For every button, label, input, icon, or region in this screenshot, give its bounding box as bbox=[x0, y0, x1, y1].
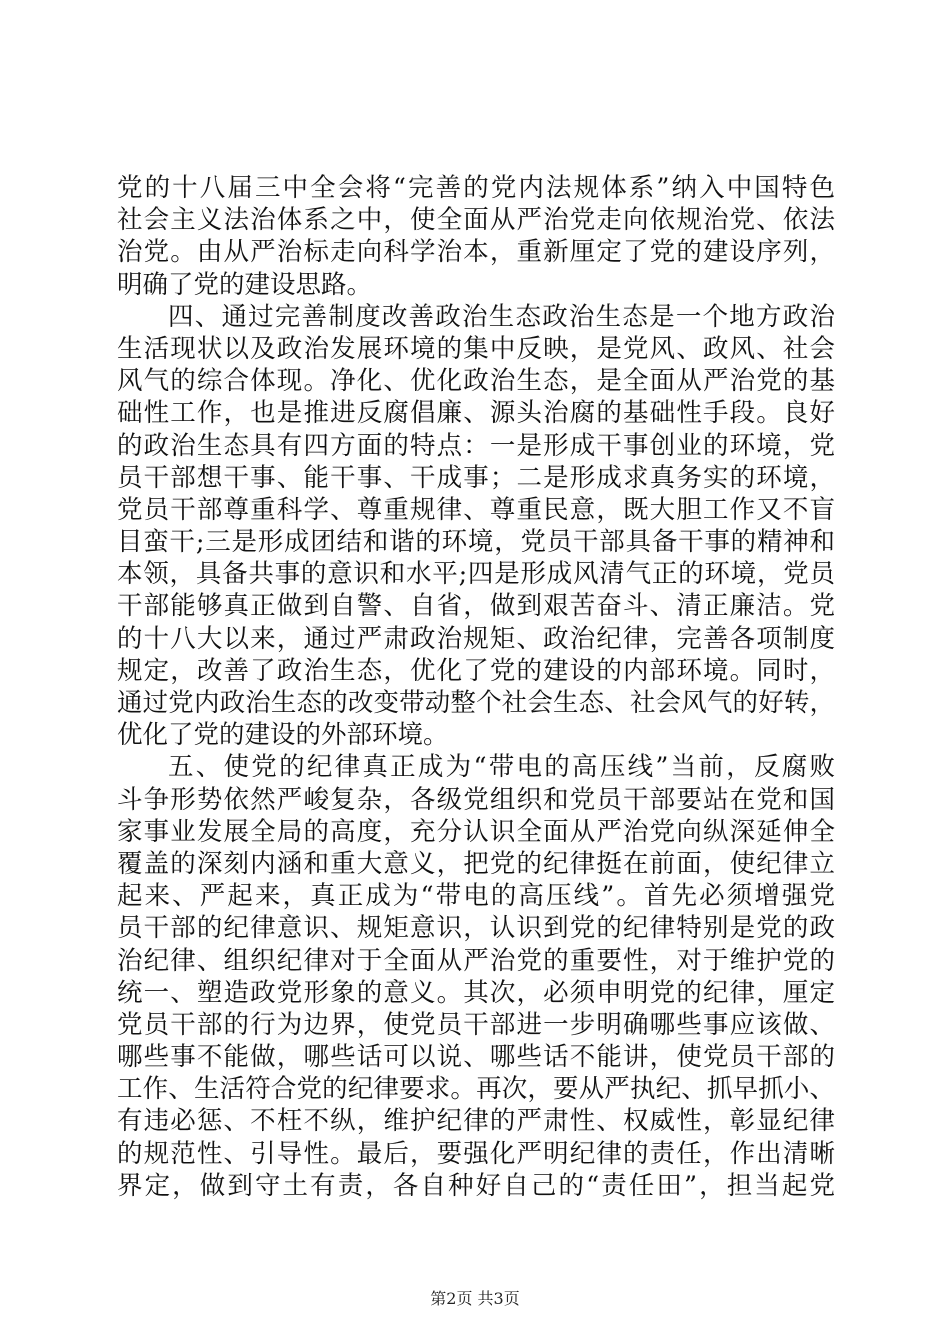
text-line: 明确了党的建设思路。 bbox=[117, 269, 373, 300]
text-line: 风气的综合体现。净化、优化政治生态，是全面从严治党的基 bbox=[117, 366, 835, 397]
text-line: 治党。由从严治标走向科学治本，重新厘定了党的建设序列， bbox=[117, 237, 835, 268]
text-line: 员干部的纪律意识、规矩意识，认识到党的纪律特别是党的政 bbox=[117, 913, 835, 944]
text-line: 哪些事不能做，哪些话可以说、哪些话不能讲，使党员干部的 bbox=[117, 1042, 835, 1073]
text-line: 的政治生态具有四方面的特点：一是形成干事创业的环境，党 bbox=[117, 430, 835, 461]
text-line: 党员干部尊重科学、尊重规律、尊重民意，既大胆工作又不盲 bbox=[117, 494, 835, 525]
page-footer: 第2页 共3页 bbox=[430, 1289, 520, 1308]
text-line: 本领，具备共事的意识和水平;四是形成风清气正的环境，党员 bbox=[117, 559, 835, 590]
text-line: 界定，做到守土有责，各自种好自己的“责任田”，担当起党 bbox=[117, 1170, 835, 1201]
text-line: 通过党内政治生态的改变带动整个社会生态、社会风气的好转， bbox=[117, 688, 835, 718]
body-text bbox=[117, 172, 835, 1202]
text-line: 有违必惩、不枉不纵，维护纪律的严肃性、权威性，彰显纪律 bbox=[117, 1106, 835, 1137]
text-line: 斗争形势依然严峻复杂，各级党组织和党员干部要站在党和国 bbox=[117, 784, 835, 815]
text-line: 社会主义法治体系之中，使全面从严治党走向依规治党、依法 bbox=[117, 205, 835, 236]
text-line: 优化了党的建设的外部环境。 bbox=[117, 720, 449, 751]
text-line: 的规范性、引导性。最后，要强化严明纪律的责任，作出清晰 bbox=[117, 1138, 835, 1169]
text-line: 家事业发展全局的高度，充分认识全面从严治党向纵深延伸全 bbox=[117, 816, 835, 847]
text-line: 目蛮干;三是形成团结和谐的环境，党员干部具备干事的精神和 bbox=[117, 527, 835, 558]
text-line: 五、使党的纪律真正成为“带电的高压线”当前，反腐败 bbox=[168, 752, 835, 783]
text-line: 党员干部的行为边界，使党员干部进一步明确哪些事应该做、 bbox=[117, 1009, 835, 1040]
text-line: 覆盖的深刻内涵和重大意义，把党的纪律挺在前面，使纪律立 bbox=[117, 848, 835, 879]
text-line: 统一、塑造政党形象的意义。其次，必须申明党的纪律，厘定 bbox=[117, 977, 835, 1008]
text-line: 础性工作，也是推进反腐倡廉、源头治腐的基础性手段。良好 bbox=[117, 398, 835, 429]
text-line: 起来、严起来，真正成为“带电的高压线”。首先必须增强党 bbox=[117, 881, 835, 912]
text-line: 干部能够真正做到自警、自省，做到艰苦奋斗、清正廉洁。党 bbox=[117, 591, 835, 622]
text-line: 的十八大以来，通过严肃政治规矩、政治纪律，完善各项制度 bbox=[117, 623, 835, 654]
text-line: 党的十八届三中全会将“完善的党内法规体系”纳入中国特色 bbox=[117, 173, 835, 203]
text-line: 规定，改善了政治生态，优化了党的建设的内部环境。同时， bbox=[117, 655, 835, 686]
text-line: 工作、生活符合党的纪律要求。再次，要从严执纪、抓早抓小、 bbox=[117, 1074, 835, 1105]
text-line: 四、通过完善制度改善政治生态政治生态是一个地方政治 bbox=[168, 301, 835, 332]
text-line: 员干部想干事、能干事、干成事；二是形成求真务实的环境， bbox=[117, 462, 835, 493]
text-line: 治纪律、组织纪律对于全面从严治党的重要性，对于维护党的 bbox=[117, 945, 835, 976]
text-line: 生活现状以及政治发展环境的集中反映，是党风、政风、社会 bbox=[117, 333, 835, 364]
